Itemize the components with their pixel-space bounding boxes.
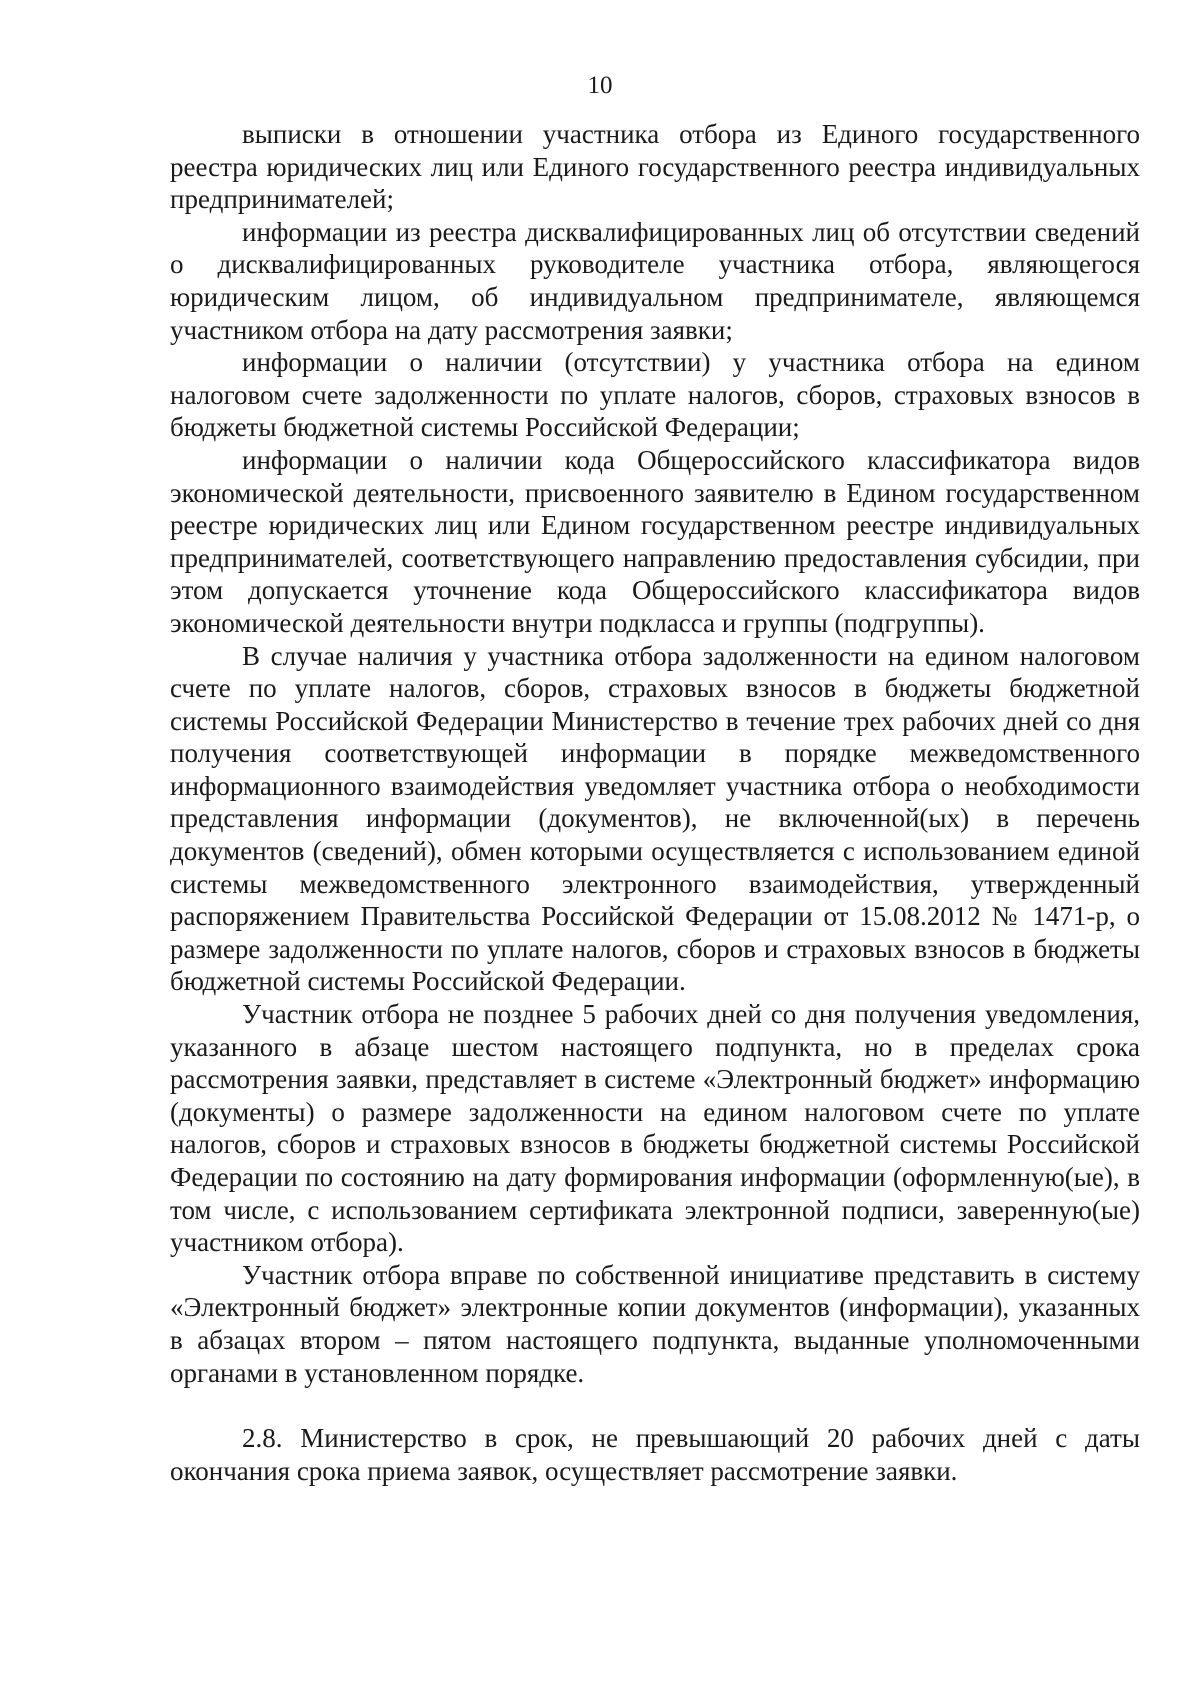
paragraph-own-initiative: Участник отбора вправе по собственной инициативе представить в систему «Электронный бюджет» электронные копии документов (информации), указанных в абзацах втором – пятом настоящего подпункта, выданные уполномоченными органами в установленном порядке. [170, 1259, 1140, 1388]
paragraph-section-2-8: 2.8. Министерство в срок, не превышающий 20 рабочих дней с даты окончания срока приема заявок, осуществляет рассмотрение заявки. [170, 1423, 1140, 1486]
paragraph-disqualified-registry: информации из реестра дисквалифицированных лиц об отсутствии сведений о дисквалифицированных руководителе участника отбора, являющегося юридическим лицом, об индивидуальном предпринимателе, являющемся участником отбора на дату рассмотрения заявки; [170, 216, 1140, 345]
page-number: 10 [587, 72, 613, 99]
paragraph-tax-debt-info: информации о наличии (отсутствии) у участника отбора на едином налоговом счете задолженности по уплате налогов, сборов, страховых взносов в бюджеты бюджетной системы Российской Федерации; [170, 347, 1140, 443]
paragraph-egrul-extract: выписки в отношении участника отбора из Единого государственного реестра юридических лиц или Единого государственного реестра индивидуальных предпринимателей; [170, 119, 1140, 215]
document-body [170, 118, 1140, 1487]
paragraph-okved-code: информации о наличии кода Общероссийского классификатора видов экономической деятельности, присвоенного заявителю в Едином государственном реестре юридических лиц или Едином государственном реестре индивидуальных предпринимателей, соответствующего направлению предоставления субсидии, при этом допускается уточнение кода Общероссийского классификатора видов экономической деятельности внутри подкласса и группы (подгруппы). [170, 444, 1140, 638]
paragraph-debt-notification: В случае наличия у участника отбора задолженности на едином налоговом счете по уплате налогов, сборов, страховых взносов в бюджеты бюджетной системы Российской Федерации Министерство в течение трех рабочих дней со дня получения соответствующей информации в порядке межведомственного информационного взаимодействия уведомляет участника отбора о необходимости представления информации (документов), не включенной(ых) в перечень документов (сведений), обмен которыми осуществляется с использованием единой системы межведомственного электронного взаимодействия, утвержденный распоряжением Правительства Российской Федерации от 15.08.2012 № 1471-р, о размере задолженности по уплате налогов, сборов и страховых взносов в бюджеты бюджетной системы Российской Федерации. [170, 640, 1140, 997]
paragraph-participant-submission: Участник отбора не позднее 5 рабочих дней со дня получения уведомления, указанного в абзаце шестом настоящего подпункта, но в пределах срока рассмотрения заявки, представляет в системе «Электронный бюджет» информацию (документы) о размере задолженности на едином налоговом счете по уплате налогов, сборов и страховых взносов в бюджеты бюджетной системы Российской Федерации по состоянию на дату формирования информации (оформленную(ые), в том числе, с использованием сертификата электронной подписи, заверенную(ые) участником отбора). [170, 999, 1140, 1258]
